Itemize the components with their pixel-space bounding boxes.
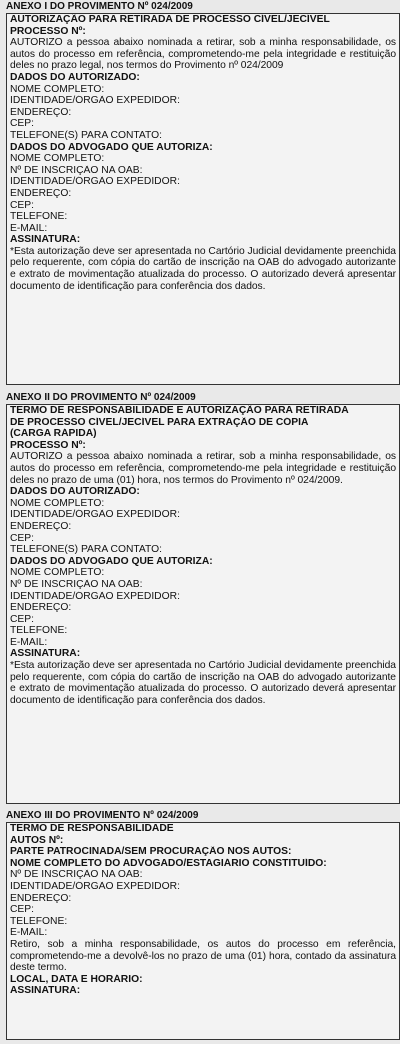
annex-2-field-endereco: ENDEREÇO:	[10, 520, 72, 532]
annex-1-adv-nome: NOME COMPLETO:	[10, 153, 105, 165]
annex-3-responsibility-text: Retiro, sob a minha responsabilidade, os autos do processo em referência, comprometendo-me a devolvê-los no prazo de uma (01) hora, contado da assinatura deste termo.	[10, 938, 396, 974]
annex-1-field-cep: CEP:	[10, 118, 35, 130]
annex-2-advogado-heading: DADOS DO ADVOGADO QUE AUTORIZA:	[10, 555, 213, 567]
annex-3-field-identidade: IDENTIDADE/ÓRGÃO EXPEDIDOR:	[10, 880, 180, 892]
annex-1-assinatura: ASSINATURA:	[10, 234, 81, 246]
annex-2-form	[6, 404, 400, 804]
annex-1-adv-endereco: ENDEREÇO:	[10, 187, 72, 199]
annex-1-processo-label: PROCESSO Nº:	[10, 25, 86, 37]
annex-3-parte-label: PARTE PATROCINADA/SEM PROCURAÇÃO NOS AUTOS:	[10, 846, 292, 858]
annex-3-field-oab: Nº DE INSCRIÇÃO NA OAB:	[10, 869, 143, 881]
annex-3-nome-advogado-label: NOME COMPLETO DO ADVOGADO/ESTAGIÁRIO CONSTITUÍDO:	[10, 857, 327, 869]
annex-2-title-line-1: TERMO DE RESPONSABILIDADE E AUTORIZAÇÃO PARA RETIRADA	[10, 405, 349, 416]
annex-1-field-endereco: ENDEREÇO:	[10, 106, 72, 118]
annex-2-authorization-text: AUTORIZO a pessoa abaixo nominada a retirar, sob a minha responsabilidade, os autos do processo em referência, comprometendo-me pela integridade e restituição deles no prazo de uma (01) hora, nos termos do Provimento nº 024/2009.	[10, 451, 396, 486]
annex-2-adv-cep: CEP:	[10, 613, 35, 625]
annex-2-field-nome: NOME COMPLETO:	[10, 497, 105, 509]
annex-1-heading: ANEXO I DO PROVIMENTO Nº 024/2009	[6, 1, 193, 12]
annex-2-adv-nome: NOME COMPLETO:	[10, 567, 105, 579]
annex-2-field-telefone: TELEFONE(S) PARA CONTATO:	[10, 544, 162, 556]
annex-3-field-cep: CEP:	[10, 904, 35, 916]
annex-3-field-endereco: ENDEREÇO:	[10, 892, 72, 904]
annex-1-adv-telefone: TELEFONE:	[10, 211, 68, 223]
annex-3-title: TERMO DE RESPONSABILIDADE	[10, 823, 174, 834]
annex-2-assinatura: ASSINATURA:	[10, 648, 81, 660]
annex-1-field-nome: NOME COMPLETO:	[10, 83, 105, 95]
annex-1-adv-oab: Nº DE INSCRIÇÃO NA OAB:	[10, 164, 143, 176]
annex-2-field-identidade: IDENTIDADE/ÓRGÃO EXPEDIDOR:	[10, 509, 180, 521]
annex-2-processo-label: PROCESSO Nº:	[10, 439, 86, 451]
annex-1-adv-email: E-MAIL:	[10, 222, 48, 234]
annex-2-autorizado-heading: DADOS DO AUTORIZADO:	[10, 486, 140, 498]
annex-2-heading: ANEXO II DO PROVIMENTO Nº 024/2009	[6, 392, 196, 403]
annex-1-advogado-heading: DADOS DO ADVOGADO QUE AUTORIZA:	[10, 141, 213, 153]
annex-3-field-telefone: TELEFONE:	[10, 915, 68, 927]
annex-2-adv-telefone: TELEFONE:	[10, 625, 68, 637]
annex-3-assinatura: ASSINATURA:	[10, 985, 81, 997]
annex-1-adv-identidade: IDENTIDADE/ÓRGÃO EXPEDIDOR:	[10, 176, 180, 188]
annex-1-authorization-text: AUTORIZO a pessoa abaixo nominada a retirar, sob a minha responsabilidade, os autos do processo em referência, comprometendo-me pela integridade e restituição deles no prazo legal, nos termos do Provimento nº 024/2009	[10, 37, 396, 72]
annex-2-adv-endereco: ENDEREÇO:	[10, 602, 72, 614]
annex-3-heading: ANEXO III DO PROVIMENTO Nº 024/2009	[6, 810, 199, 821]
annex-1-title: AUTORIZAÇÃO PARA RETIRADA DE PROCESSO CÍVEL/JECÍVEL	[10, 14, 330, 25]
annex-1-field-identidade: IDENTIDADE/ÓRGÃO EXPEDIDOR:	[10, 95, 180, 107]
annex-2-adv-identidade: IDENTIDADE/ÓRGÃO EXPEDIDOR:	[10, 590, 180, 602]
annex-2-title-line-2: DE PROCESSO CÍVEL/JECÍVEL PARA EXTRAÇÃO DE CÓPIA	[10, 416, 309, 428]
annex-3-field-email: E-MAIL:	[10, 927, 48, 939]
annex-2-field-cep: CEP:	[10, 532, 35, 544]
annex-3-autos-label: AUTOS Nº:	[10, 834, 64, 846]
annex-1-autorizado-heading: DADOS DO AUTORIZADO:	[10, 71, 140, 83]
annex-2-adv-email: E-MAIL:	[10, 636, 48, 648]
annex-1-adv-cep: CEP:	[10, 199, 35, 211]
annex-1-note: *Esta autorização deve ser apresentada no Cartório Judicial devidamente preenchida pelo requerente, com cópia do cartão de inscrição na OAB do advogado autorizante e extrato de movimentação atualizada do processo. O autorizado deverá apresentar documento de identificação para conferência dos dados.	[10, 245, 396, 292]
annex-1-field-telefone: TELEFONE(S) PARA CONTATO:	[10, 129, 162, 141]
annex-3-form	[6, 822, 400, 1040]
annex-1-form	[6, 13, 400, 385]
annex-2-note: *Esta autorização deve ser apresentada no Cartório Judicial devidamente preenchida pelo requerente, com cópia do cartão de inscrição na OAB do advogado autorizante e extrato de movimentação atualizada do processo. O autorizado deverá apresentar documento de identificação para conferência dos dados.	[10, 660, 396, 706]
annex-2-title-line-3: (CARGA RÁPIDA)	[10, 428, 97, 440]
annex-3-local-data-label: LOCAL, DATA E HORÁRIO:	[10, 973, 143, 985]
annex-2-adv-oab: Nº DE INSCRIÇÃO NA OAB:	[10, 578, 143, 590]
